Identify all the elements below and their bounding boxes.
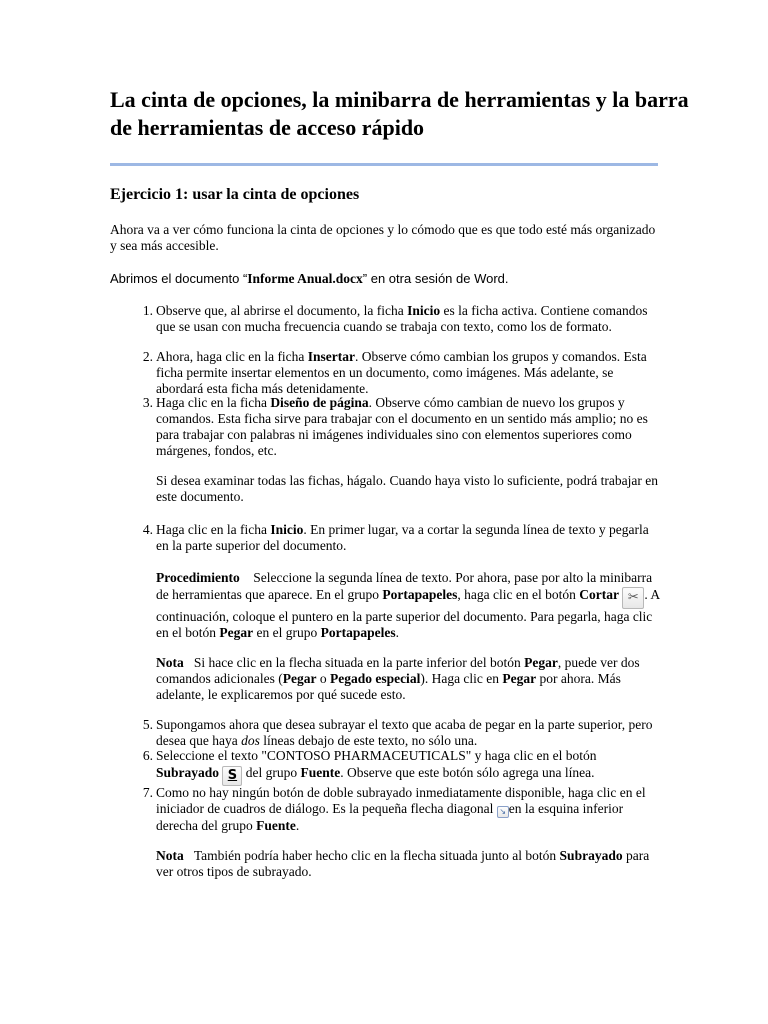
note-paragraph: Nota Si hace clic en la flecha situada en la parte inferior del botón Pegar, puede ver dos comandos adicionales (Pegar o Pegado especial). Haga clic en Pegar por ahora. Más adelante, le explicaremos por qué sucede esto. <box>156 655 640 702</box>
procedure-paragraph: Procedimiento Seleccione la segunda línea de texto. Por ahora, pase por alto la minibarra de herramientas que aparece. En el grupo Portapapeles, haga clic en el botón Cortar ✂ . A continuación, coloque el puntero en la parte superior del documento. Para pegarla, haga clic en el botón Pegar en el grupo Portapapeles. <box>156 570 660 640</box>
dialog-launcher-icon: ↘ <box>497 806 509 818</box>
note-paragraph: Nota También podría haber hecho clic en la flecha situada junto al botón Subrayado para ver otros tipos de subrayado. <box>156 848 650 879</box>
exercise-heading: Ejercicio 1: usar la cinta de opciones <box>110 186 360 203</box>
document-title: La cinta de opciones, la minibarra de herramientas y la barra de herramientas de acceso rápido <box>110 87 689 140</box>
document-page: La cinta de opciones, la minibarra de herramientas y la barra de herramientas de acceso rápido Ejercicio 1: usar la cinta de opciones Ahora va a ver cómo funciona la cinta de opciones y lo cómodo que es que todo esté más organizado y sea más accesible. Abrimos el documento “Informe Anual.docx” en otra sesión de Word. 1. Observe que, al abrirse el documento, la ficha Inicio es la ficha activa. Contiene comandos que se usan con mucha frecuencia cuando se trabaja con texto, como los de formato. 2. Ahora, haga clic en la ficha Insertar. Observe cómo cambian los grupos y comandos. Esta ficha permite insertar elementos en un documento, como imágenes. Más adelante, se abordará esta ficha más detenidamente. 3. Haga clic en la ficha Diseño de página. Observe cómo cambian de nuevo los grupos y comandos. Esta ficha sirve para trabajar con el documento en un sentido más amplio; no es para trabajar con palabras ni imágenes individuales sino con elementos superiores como márgenes, fondos, etc. Si desea examinar todas las fichas, hágalo. Cuando haya visto lo suficiente, podrá trabajar en este documento. 4. Haga clic en la ficha Inicio. En primer lugar, va a cortar la segunda línea de texto y pegarla en la parte superior del documento. Procedimiento Seleccione la segunda línea de texto. Por ahora, pase por alto la minibarra de herramientas que aparece. En el grupo Portapapeles, haga clic en el botón Cortar ✂ . A continuación, coloque el puntero en la parte superior del documento. Para pegarla, haga clic en el botón Pegar en el grupo Portapapeles. Nota Si hace clic en la flecha situada en la parte inferior del botón Pegar, puede ver dos comandos adicionales (Pegar o Pegado especial). Haga clic en Pegar por ahora. Más adelante, le explicaremos por qué sucede esto. 5. Supongamos ahora que desea subrayar el texto que acaba de pegar en la parte superior, pero desea que haya dos líneas debajo de este texto, no sólo una. 6. Seleccione el texto "CONTOSO PHARMACEUTICALS" y haga clic en el botón Subrayado S del grupo Fuente. Observe que este botón sólo agrega una línea. 7. Como no hay ningún botón de doble subrayado inmediatamente disponible, haga clic en el iniciador de cuadros de diálogo. Es la pequeña flecha diagonal ↘ en la esquina inferior derecha del grupo Fuente. Nota También podría haber hecho clic en la flecha situada junto al botón Subrayado para ver otros tipos de subrayado. <box>110 87 689 879</box>
intro-paragraph: Ahora va a ver cómo funciona la cinta de opciones y lo cómodo que es que todo esté más organizado y sea más accesible. <box>110 222 656 253</box>
file-name: Informe Anual.docx <box>247 271 363 286</box>
note-label: Nota <box>156 655 184 670</box>
note-label: Nota <box>156 848 184 863</box>
procedure-label: Procedimiento <box>156 570 240 585</box>
open-document-instruction: Abrimos el documento “Informe Anual.docx” en otra sesión de Word. <box>110 271 509 286</box>
step3-note-paragraph: Si desea examinar todas las fichas, hágalo. Cuando haya visto lo suficiente, podrá trabajar en este documento. <box>156 473 658 504</box>
scissors-icon: ✂ <box>622 587 644 609</box>
underline-icon: S <box>222 766 242 786</box>
title-divider <box>110 163 658 166</box>
